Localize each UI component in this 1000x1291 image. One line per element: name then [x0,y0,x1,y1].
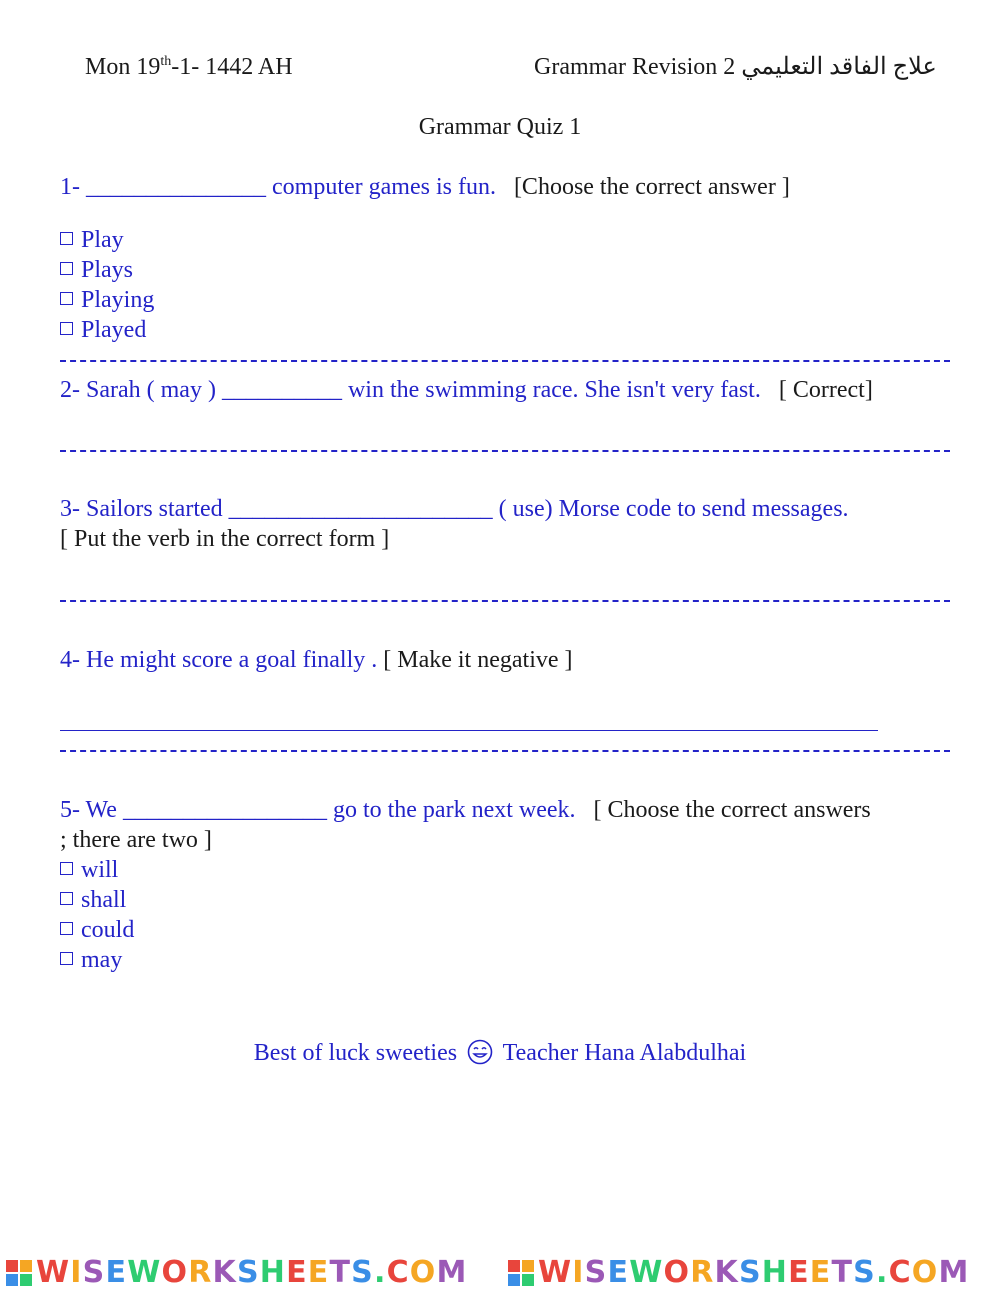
divider [60,360,950,362]
header-title-ar: علاج الفاقد التعليمي [741,54,937,80]
question-5 [60,795,871,825]
question-1 [60,172,790,202]
answer-line[interactable] [60,730,878,731]
teacher-name: Teacher Hana Alabdulhai [502,1040,747,1066]
checkbox-icon [60,322,73,335]
question-5-prompt: 5- We _________________ go to the park next week. [60,797,576,823]
checkbox-icon [60,862,73,875]
watermark-text: WISEWORKSHEETS.COM [36,1255,468,1290]
question-2 [60,375,873,405]
q1-option-plays[interactable]: Plays [60,255,133,285]
divider [60,600,950,602]
q5-option-shall[interactable]: shall [60,885,126,915]
checkbox-icon [60,292,73,305]
watermark-bar [0,1255,1000,1291]
question-2-prompt: 2- Sarah ( may ) __________ win the swimming race. She isn't very fast. [60,377,761,403]
question-5-instruction-cont: ; there are two ] [60,827,212,853]
closing-wish: Best of luck sweeties [253,1040,458,1066]
smiley-face-icon [467,1039,493,1065]
divider [60,750,950,752]
q1-option-playing[interactable]: Playing [60,285,154,315]
quiz-title: Grammar Quiz 1 [418,114,582,140]
q5-option-will[interactable]: will [60,855,118,885]
wiseworksheets-logo-icon [6,1260,32,1286]
watermark-text: WISEWORKSHEETS.COM [538,1255,970,1290]
checkbox-icon [60,262,73,275]
question-3-prompt: 3- Sailors started ______________________ ( use) Morse code to send messages. [60,496,849,522]
question-4 [60,645,573,675]
checkbox-icon [60,922,73,935]
q1-option-played[interactable]: Played [60,315,146,345]
header-title [534,52,937,82]
question-2-instruction: [ Correct] [778,377,873,403]
question-4-instruction: [ Make it negative ] [383,647,573,673]
question-4-prompt: 4- He might score a goal finally . [60,647,378,673]
wiseworksheets-logo-icon [508,1260,534,1286]
q1-option-play[interactable]: Play [60,225,124,255]
header-title-en: Grammar Revision 2 [534,54,736,80]
header-date: Mon 19th-1- 1442 AH [85,54,293,80]
question-3-instruction: [ Put the verb in the correct form ] [60,526,390,552]
question-1-prompt: 1- _______________ computer games is fun. [60,174,496,200]
q5-option-could[interactable]: could [60,915,134,945]
closing-message [0,1038,1000,1068]
checkbox-icon [60,892,73,905]
checkbox-icon [60,232,73,245]
question-1-instruction: [Choose the correct answer ] [513,174,790,200]
divider [60,450,950,452]
checkbox-icon [60,952,73,965]
q5-option-may[interactable]: may [60,945,122,975]
question-5-instruction: [ Choose the correct answers [593,797,871,823]
